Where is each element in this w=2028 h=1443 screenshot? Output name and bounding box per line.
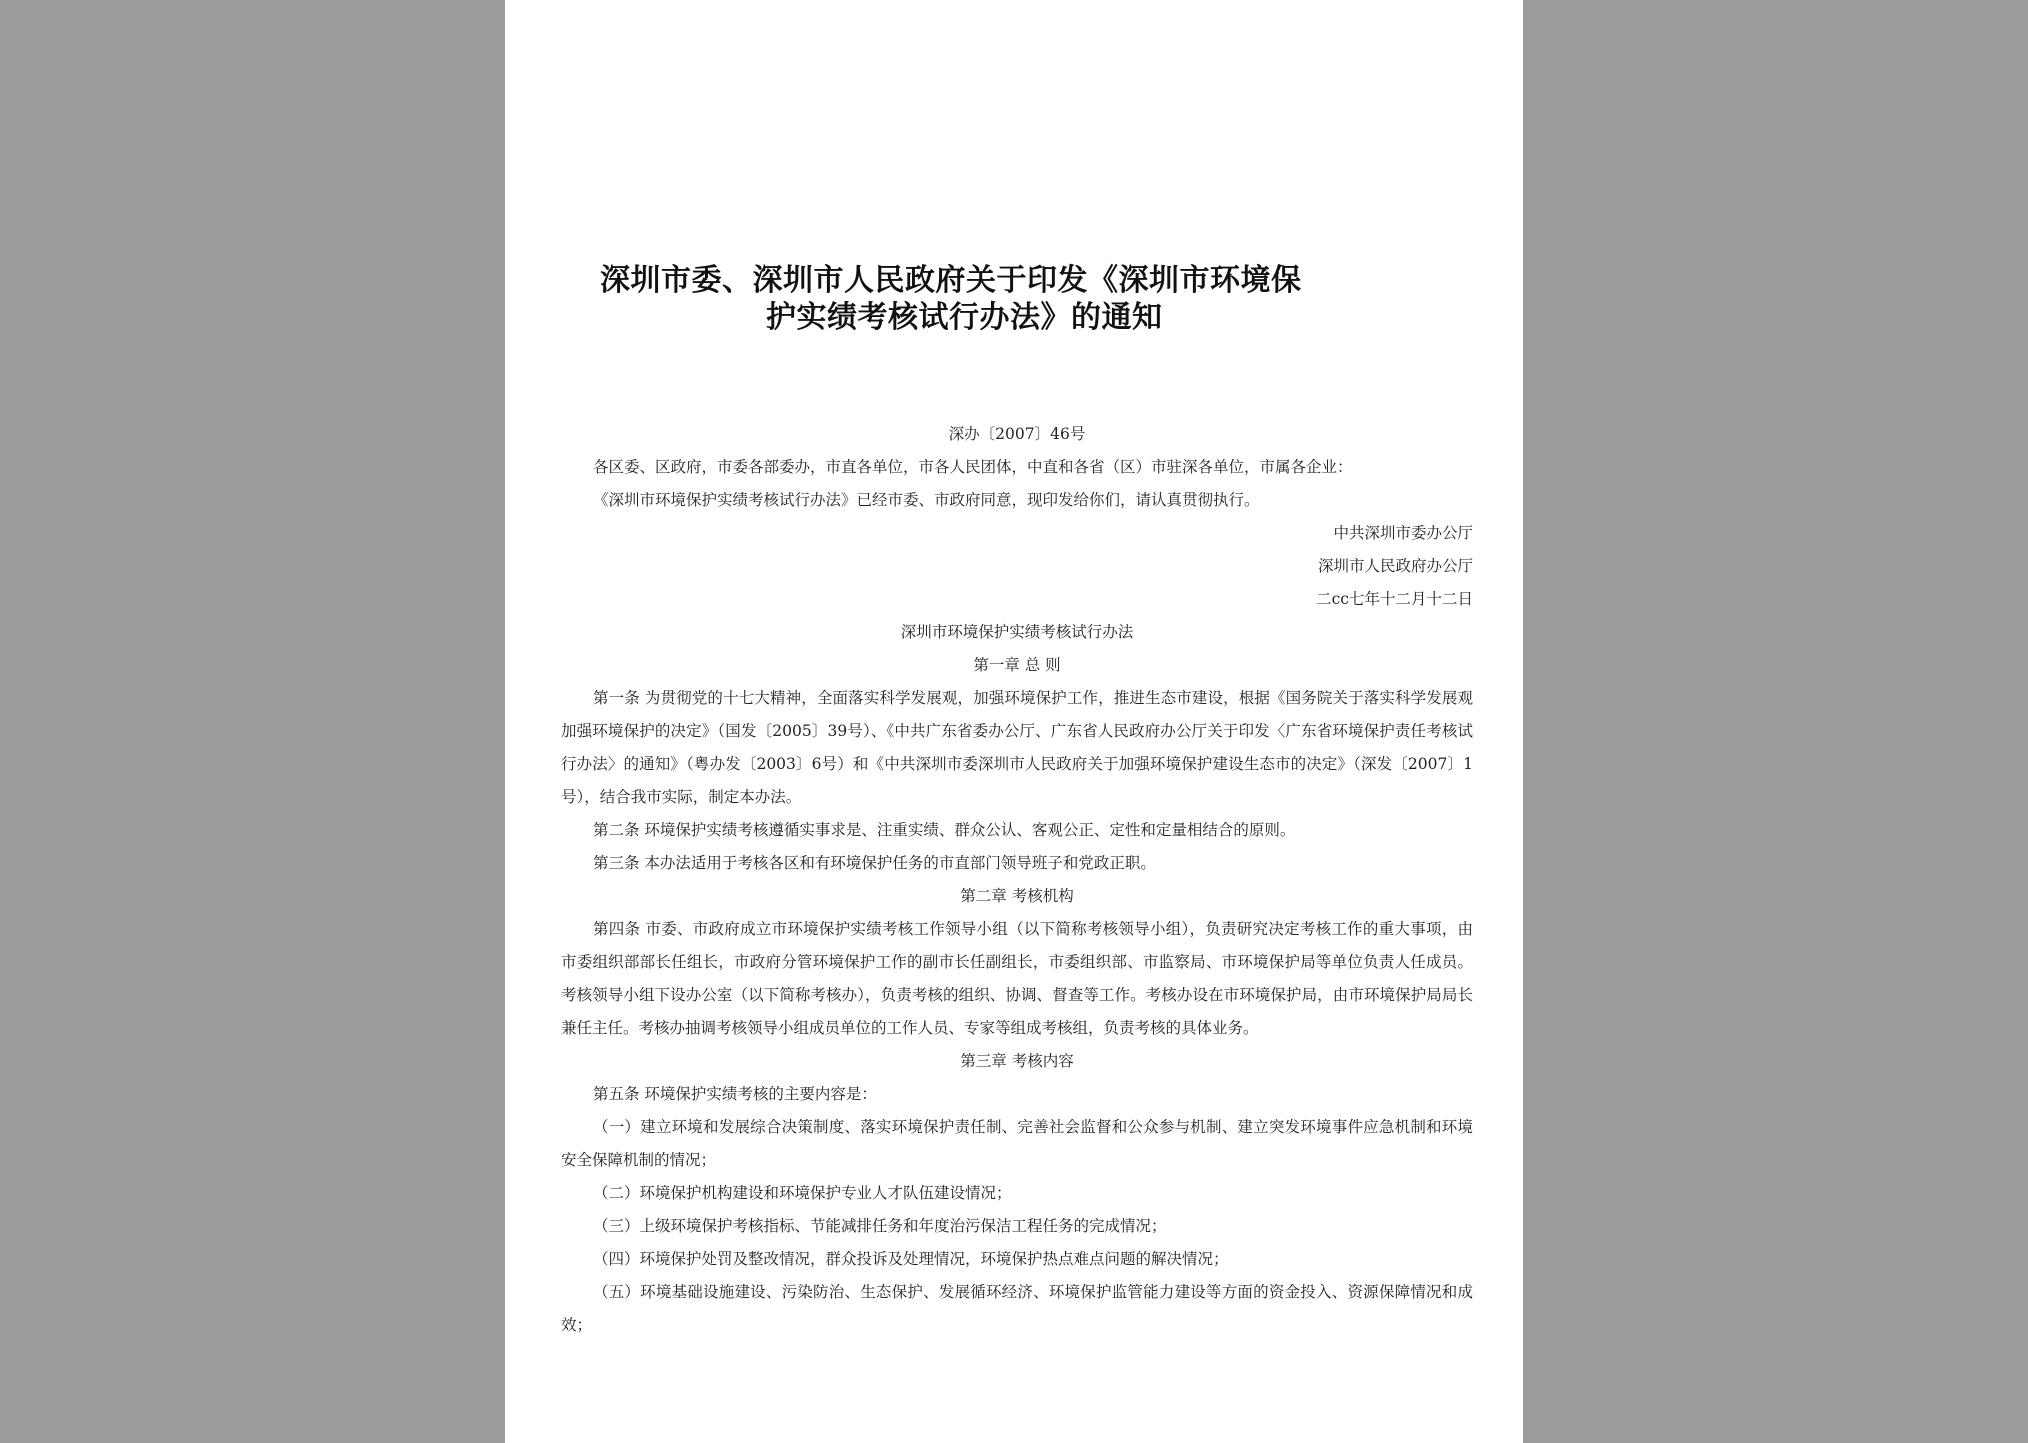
article-5-item-5: （五）环境基础设施建设、污染防治、生态保护、发展循环经济、环境保护监管能力建设等方面的资金投入、资源保障情况和成效； <box>561 1283 1473 1334</box>
article-5: 第五条 环境保护实绩考核的主要内容是： <box>593 1085 877 1103</box>
article-4: 第四条 市委、市政府成立市环境保护实绩考核工作领导小组（以下简称考核领导小组），负责研究决定考核工作的重大事项，由市委组织部部长任组长，市政府分管环境保护工作的副市长任副组长，市委组织部、市监察局、市环境保护局等单位负责人任成员。考核领导小组下设办公室（以下简称考核办），负责考核的组织、协调、督查等工作。考核办设在市环境保护局，由市环境保护局局长兼任主任。考核办抽调考核领导小组成员单位的工作人员、专家等组成考核组，负责考核的具体业务。 <box>561 920 1473 1037</box>
article-5-item-4: （四）环境保护处罚及整改情况，群众投诉及处理情况，环境保护热点难点问题的解决情况； <box>593 1250 1229 1268</box>
document-page <box>505 0 1523 1443</box>
article-3: 第三条 本办法适用于考核各区和有环境保护任务的市直部门领导班子和党政正职。 <box>593 854 1156 872</box>
article-2: 第二条 环境保护实绩考核遵循实事求是、注重实绩、群众公认、客观公正、定性和定量相结合的原则。 <box>593 821 1296 839</box>
article-5-item-2: （二）环境保护机构建设和环境保护专业人才队伍建设情况； <box>593 1184 1012 1202</box>
chapter-2-heading: 第二章 考核机构 <box>960 887 1074 905</box>
article-1: 第一条 为贯彻党的十七大精神，全面落实科学发展观，加强环境保护工作，推进生态市建设，根据《国务院关于落实科学发展观加强环境保护的决定》（国发〔2005〕39号）、《中共广东省委办公厅、广东省人民政府办公厅关于印发〈广东省环境保护责任考核试行办法〉的通知》（粤办发〔2003〕6号）和《中共深圳市委深圳市人民政府关于加强环境保护建设生态市的决定》（深发〔2007〕1号），结合我市实际，制定本办法。 <box>561 689 1473 806</box>
document-body <box>561 418 1473 1342</box>
article-5-item-3: （三）上级环境保护考核指标、节能减排任务和年度治污保洁工程任务的完成情况； <box>593 1217 1167 1235</box>
chapter-1-heading: 第一章 总 则 <box>973 656 1061 674</box>
chapter-3-heading: 第三章 考核内容 <box>960 1052 1074 1070</box>
doc-number: 深办〔2007〕46号 <box>948 425 1086 443</box>
intro-paragraph: 《深圳市环境保护实绩考核试行办法》已经市委、市政府同意，现印发给你们，请认真贯彻执行。 <box>593 491 1260 509</box>
measures-title: 深圳市环境保护实绩考核试行办法 <box>900 623 1134 641</box>
signature-org-2: 深圳市人民政府办公厅 <box>1317 557 1473 575</box>
title-line-1: 深圳市委、深圳市人民政府关于印发《深圳市环境保 <box>600 263 1302 298</box>
document-title <box>600 262 1440 336</box>
title-line-2: 护实绩考核试行办法》的通知 <box>766 300 1163 335</box>
article-5-item-1: （一）建立环境和发展综合决策制度、落实环境保护责任制、完善社会监督和公众参与机制、建立突发环境事件应急机制和环境安全保障机制的情况； <box>561 1118 1473 1169</box>
signature-date: 二cc七年十二月十二日 <box>1316 590 1473 608</box>
recipients: 各区委、区政府，市委各部委办，市直各单位，市各人民团体，中直和各省（区）市驻深各单位，市属各企业： <box>593 458 1353 476</box>
signature-org-1: 中共深圳市委办公厅 <box>1333 524 1473 542</box>
